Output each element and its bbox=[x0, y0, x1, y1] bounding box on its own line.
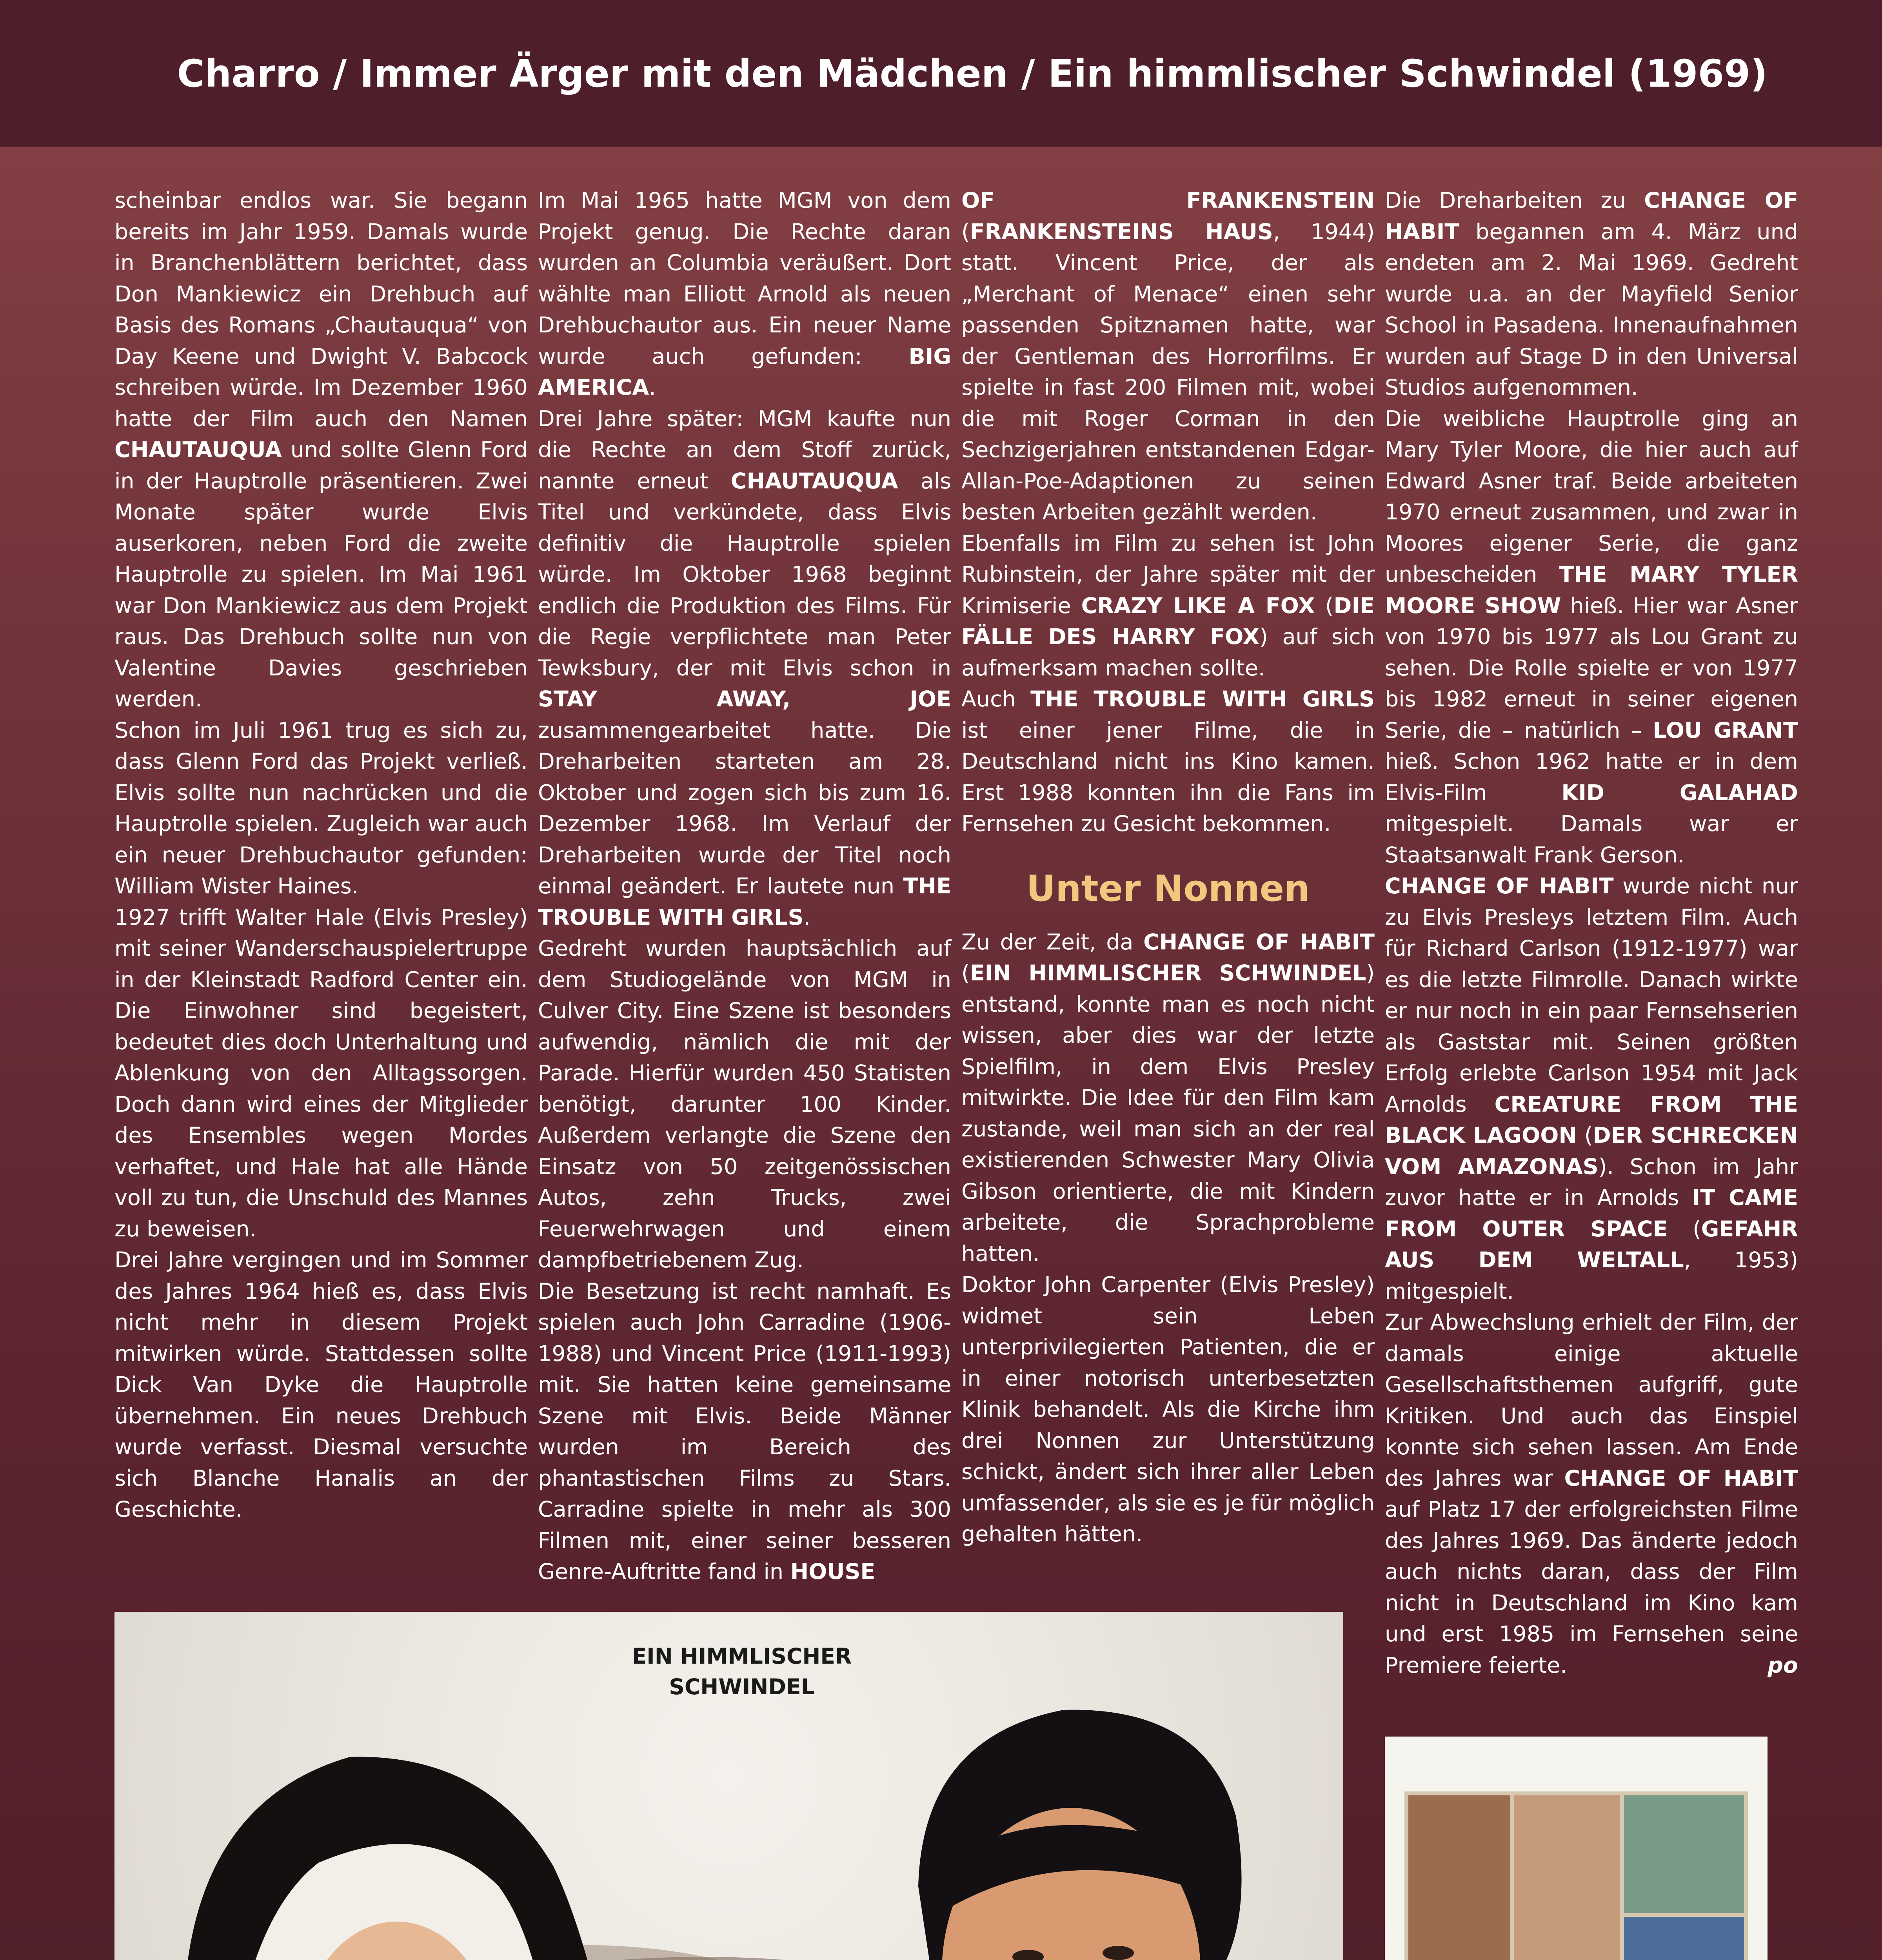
page-title: Charro / Immer Ärger mit den Mädchen / Ein himmlischer Schwindel (1969) bbox=[177, 52, 1768, 96]
paragraph: 1927 trifft Walter Hale (Elvis Presley) mit seiner Wanderschauspielertruppe in der Kleinstadt Radford Center ein. Die Einwohner sind begeistert, bedeutet dies doch Unterhaltung und Ablenkung von den Alltagssorgen. Doch dann wird eines der Mitglieder des Ensembles wegen Mordes verhaftet, und Hale hat alle Hände voll zu tun, die Unschuld des Mannes zu beweisen. bbox=[114, 904, 528, 1242]
paragraph: Zu der Zeit, da CHANGE OF HABIT (EIN HIMMLISCHER SCHWINDEL) entstand, konnte man es noch nicht wissen, aber dies war der letzte Spielfilm, in dem Elvis Presley mitwirkte. Die Idee für den Film kam zustande, weil man sich an der real existierenden Schwester Mary Olivia Gibson orientierte, die mit Kindern arbeitete, die Sprachprobleme hatten. bbox=[961, 929, 1375, 1267]
paragraph: Im Mai 1965 hatte MGM von dem Projekt genug. Die Rechte daran wurden an Columbia veräußert. Dort wählte man Elliott Arnold als neuen Drehbuchautor aus. Ein neuer Name wurde auch gefunden: BIG AMERICA. bbox=[538, 188, 951, 400]
paragraph: Doktor John Carpenter (Elvis Presley) widmet sein Leben unterprivilegierten Patienten, die er in einer notorisch unterbesetzten Klinik behandelt. Als die Kirche ihm drei Nonnen zur Unterstützung schickt, ändert sich ihrer aller Leben umfassender, als sie es je für möglich gehalten hätten. bbox=[961, 1272, 1375, 1547]
text-column-4 bbox=[1385, 185, 1798, 1681]
paragraph: Ebenfalls im Film zu sehen ist John Rubinstein, der Jahre später mit der Krimiserie CRAZY LIKE A FOX (DIE FÄLLE DES HARRY FOX) auf sich aufmerksam machen sollte. bbox=[961, 530, 1375, 681]
movie-poster bbox=[1385, 1737, 1768, 1960]
author-signature: po bbox=[1768, 1652, 1798, 1678]
text-column-2 bbox=[538, 185, 951, 1588]
text-column-1 bbox=[114, 185, 528, 1525]
page-header bbox=[0, 0, 1882, 147]
paragraph: CHANGE OF HABIT wurde nicht nur zu Elvis Presleys letztem Film. Auch für Richard Carlson (1912-1977) war es die letzte Filmrolle. Danach wirkte er nur noch in ein paar Fernsehserien als Gaststar mit. Seinen größten Erfolg erlebte Carlson 1954 mit Jack Arnolds CREATURE FROM THE BLACK LAGOON (DER SCHRECKEN VOM AMAZONAS). Schon im Jahr zuvor hatte er in Arnolds IT CAME FROM OUTER SPACE (GEFAHR AUS DEM WELTALL, 1953) mitgespielt. bbox=[1385, 873, 1798, 1304]
photo-caption: EIN HIMMLISCHER SCHWINDEL bbox=[632, 1644, 852, 1699]
paragraph: OF FRANKENSTEIN (FRANKENSTEINS HAUS, 1944) statt. Vincent Price, der als „Merchant of Menace“ einen sehr passenden Spitznamen hatte, war der Gentleman des Horrorfilms. Er spielte in fast 200 Filmen mit, wobei die mit Roger Corman in den Sechzigerjahren entstandenen Edgar-Allan-Poe-Adaptionen zu seinen besten Arbeiten gezählt werden. bbox=[961, 188, 1375, 525]
paragraph: Die Besetzung ist recht namhaft. Es spielen auch John Carradine (1906-1988) und Vincent Price (1911-1993) mit. Sie hatten keine gemeinsame Szene mit Elvis. Beide Männer wurden im Bereich des phantastischen Films zu Stars. Carradine spielte in mehr als 300 Filmen mit, einer seiner besseren Genre-Auftritte fand in HOUSE bbox=[538, 1278, 951, 1584]
paragraph: Gedreht wurden hauptsächlich auf dem Studiogelände von MGM in Culver City. Eine Szene ist besonders aufwendig, nämlich die mit der Parade. Hierfür wurden 450 Statisten benötigt, darunter 100 Kinder. Außerdem verlangte die Szene den Einsatz von 50 zeitgenössischen Autos, zehn Trucks, zwei Feuerwehrwagen und einem dampfbetriebenem Zug. bbox=[538, 936, 951, 1273]
paragraph: Die weibliche Hauptrolle ging an Mary Tyler Moore, die hier auch auf Edward Asner traf. Beide arbeiteten 1970 erneut zusammen, und zwar in Moores eigener Serie, die ganz unbescheiden THE MARY TYLER MOORE SHOW hieß. Hier war Asner von 1970 bis 1977 als Lou Grant zu sehen. Die Rolle spielte er von 1977 bis 1982 erneut in seiner eigenen Serie, die – natürlich – LOU GRANT hieß. Schon 1962 hatte er in dem Elvis-Film KID GALAHAD mitgespielt. Damals war er Staatsanwalt Frank Gerson. bbox=[1385, 406, 1798, 868]
paragraph: Zur Abwechslung erhielt der Film, der damals einige aktuelle Gesellschaftsthemen aufgriff, gute Kritiken. Und auch das Einspiel konnte sich sehen lassen. Am Ende des Jahres war CHANGE OF HABIT auf Platz 17 der erfolgreichsten Filme des Jahres 1969. Das änderte jedoch auch nichts daran, dass der Film nicht in Deutschland im Kino kam und erst 1985 im Fernsehen seine Premiere feierte. po bbox=[1385, 1307, 1798, 1681]
section-subheading: Unter Nonnen bbox=[1026, 867, 1310, 909]
film-still-photo bbox=[114, 1612, 1343, 1960]
paragraph: Schon im Juli 1961 trug es sich zu, dass Glenn Ford das Projekt verließ. Elvis sollte nun nachrücken und die Hauptrolle spielen. Zugleich war auch ein neuer Drehbuchautor gefunden: William Wister Haines. bbox=[114, 717, 528, 899]
text-column-3 bbox=[961, 185, 1375, 1550]
paragraph: scheinbar endlos war. Sie begann bereits im Jahr 1959. Damals wurde in Branchenblättern berichtet, dass Don Mankiewicz ein Drehbuch auf Basis des Romans „Chautauqua“ von Day Keene und Dwight V. Babcock schreiben würde. Im Dezember 1960 hatte der Film auch den Namen CHAUTAUQUA und sollte Glenn Ford in der Hauptrolle präsentieren. Zwei Monate später wurde Elvis auserkoren, neben Ford die zweite Hauptrolle zu spielen. Im Mai 1961 war Don Mankiewicz aus dem Projekt raus. Das Drehbuch sollte nun von Valentine Davies geschrieben werden. bbox=[114, 188, 528, 712]
paragraph: Drei Jahre vergingen und im Sommer des Jahres 1964 hieß es, dass Elvis nicht mehr in diesem Projekt mitwirken würde. Stattdessen sollte Dick Van Dyke die Hauptrolle übernehmen. Ein neues Drehbuch wurde verfasst. Diesmal versuchte sich Blanche Hanalis an der Geschichte. bbox=[114, 1247, 528, 1522]
paragraph: Drei Jahre später: MGM kaufte nun die Rechte an dem Stoff zurück, nannte erneut CHAUTAUQUA als Titel und verkündete, dass Elvis definitiv die Hauptrolle spielen würde. Im Oktober 1968 beginnt endlich die Produktion des Films. Für die Regie verpflichtete man Peter Tewksbury, der mit Elvis schon in STAY AWAY, JOE zusammengearbeitet hatte. Die Dreharbeiten starteten am 28. Oktober und zogen sich bis zum 16. Dezember 1968. Im Verlauf der Dreharbeiten wurde der Titel noch einmal geändert. Er lautete nun THE TROUBLE WITH GIRLS. bbox=[538, 406, 951, 930]
paragraph: Die Dreharbeiten zu CHANGE OF HABIT begannen am 4. März und endeten am 2. Mai 1969. Gedreht wurde u.a. an der Mayfield Senior School in Pasadena. Innenaufnahmen wurden auf Stage D in den Universal Studios aufgenommen. bbox=[1385, 188, 1798, 400]
poster-artwork bbox=[1385, 1737, 1768, 1960]
paragraph: Auch THE TROUBLE WITH GIRLS ist einer jener Filme, die in Deutschland nicht ins Kino kamen. Erst 1988 konnten ihn die Fans im Fernsehen zu Gesicht bekommen. bbox=[961, 686, 1375, 837]
